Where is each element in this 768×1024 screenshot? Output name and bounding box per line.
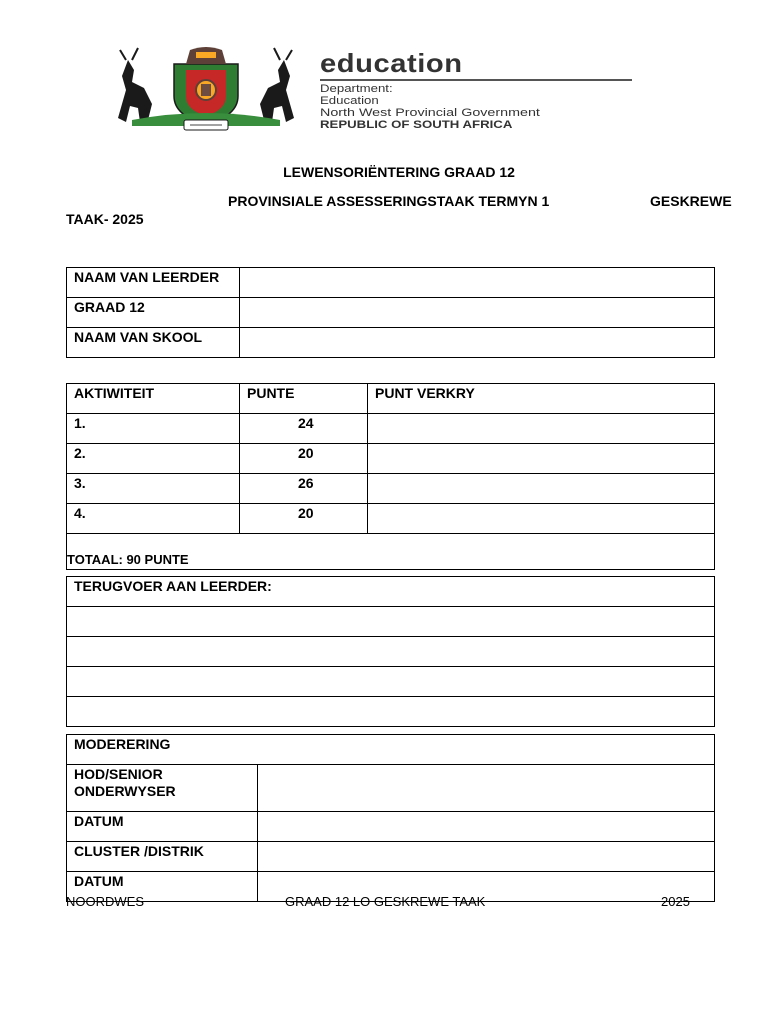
- school-name-label: NAAM VAN SKOOL: [67, 328, 240, 358]
- learner-name-field[interactable]: [240, 268, 715, 298]
- marks-header: PUNTE: [240, 384, 368, 414]
- logo-line-department: Department:: [320, 83, 393, 95]
- marks-obtained-field[interactable]: [368, 414, 715, 444]
- table-row: [67, 474, 715, 504]
- table-row: [67, 444, 715, 474]
- table-row: [67, 298, 715, 328]
- table-row: [67, 765, 715, 812]
- feedback-table: [66, 576, 715, 727]
- coat-of-arms-icon: [112, 46, 300, 132]
- logo-line-government: North West Provincial Government: [320, 107, 540, 119]
- table-row: [67, 697, 715, 727]
- education-wordmark: education: [320, 48, 463, 78]
- learner-info-table: [66, 267, 715, 358]
- cluster-district-field[interactable]: [258, 842, 715, 872]
- table-header-row: [67, 735, 715, 765]
- grade-field[interactable]: [240, 298, 715, 328]
- total-row: [67, 534, 715, 570]
- feedback-line[interactable]: [67, 607, 715, 637]
- activity-number: 2.: [67, 444, 240, 474]
- table-row: [67, 842, 715, 872]
- table-row: [67, 667, 715, 697]
- activity-number: 1.: [67, 414, 240, 444]
- marks-obtained-field[interactable]: [368, 474, 715, 504]
- footer-document-name: GRAAD 12 LO GESKREWE TAAK: [285, 894, 486, 909]
- table-row: [67, 812, 715, 842]
- feedback-line[interactable]: [67, 637, 715, 667]
- feedback-heading: TERUGVOER AAN LEERDER:: [67, 577, 715, 607]
- learner-name-label: NAAM VAN LEERDER: [67, 268, 240, 298]
- marks-obtained-field[interactable]: [368, 504, 715, 534]
- hod-senior-teacher-field[interactable]: [258, 765, 715, 812]
- table-row: [67, 268, 715, 298]
- footer-year: 2025: [661, 894, 690, 909]
- date-label: DATUM: [67, 812, 258, 842]
- activity-number: 3.: [67, 474, 240, 504]
- logo-divider: [320, 79, 632, 81]
- cluster-district-label: CLUSTER /DISTRIK: [67, 842, 258, 872]
- table-row: [67, 607, 715, 637]
- activity-marks: 20: [240, 444, 368, 474]
- department-logo: [112, 46, 632, 132]
- total-marks: TOTAAL: 90 PUNTE: [67, 534, 715, 570]
- document-subtitle: PROVINSIALE ASSESSERINGSTAAK TERMYN 1: [228, 193, 550, 209]
- table-header-row: [67, 384, 715, 414]
- table-row: [67, 504, 715, 534]
- activity-marks: 26: [240, 474, 368, 504]
- marks-table: [66, 383, 715, 570]
- document-subtitle-continued: TAAK- 2025: [66, 211, 144, 227]
- logo-line-republic: REPUBLIC OF SOUTH AFRICA: [320, 119, 513, 131]
- date-label: DATUM: [67, 872, 258, 902]
- document-title: LEWENSORIËNTERING GRAAD 12: [283, 164, 515, 180]
- activity-number: 4.: [67, 504, 240, 534]
- hod-senior-teacher-label: HOD/SENIOR ONDERWYSER: [67, 765, 258, 812]
- feedback-line[interactable]: [67, 667, 715, 697]
- moderation-table: [66, 734, 715, 902]
- table-row: [67, 637, 715, 667]
- footer-province: NOORDWES: [66, 894, 144, 909]
- obtained-header: PUNT VERKRY: [368, 384, 715, 414]
- grade-label: GRAAD 12: [67, 298, 240, 328]
- moderation-heading: MODERERING: [67, 735, 715, 765]
- table-row: [67, 328, 715, 358]
- date-field[interactable]: [258, 812, 715, 842]
- marks-obtained-field[interactable]: [368, 444, 715, 474]
- feedback-line[interactable]: [67, 697, 715, 727]
- activity-marks: 20: [240, 504, 368, 534]
- school-name-field[interactable]: [240, 328, 715, 358]
- table-row: [67, 414, 715, 444]
- table-header-row: [67, 577, 715, 607]
- document-subtitle-right: GESKREWE: [650, 193, 732, 209]
- activity-marks: 24: [240, 414, 368, 444]
- activity-header: AKTIWITEIT: [67, 384, 240, 414]
- logo-line-education: Education: [320, 95, 379, 107]
